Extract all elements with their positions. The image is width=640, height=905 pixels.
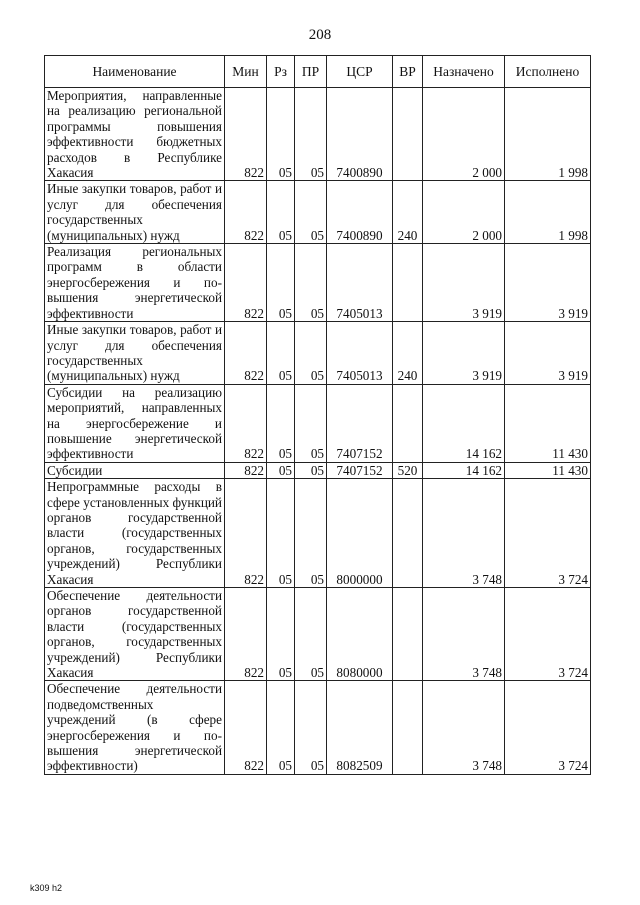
- row-executed: 3 919: [505, 244, 591, 322]
- row-pr: 05: [295, 588, 327, 681]
- row-name: Обеспечение деятельности подведомственных учреждений (в сфере энергосбережения и повышения энергетической эффективности): [45, 681, 225, 774]
- table-row: [45, 181, 591, 244]
- row-vr: 240: [393, 322, 423, 385]
- table-row: [45, 88, 591, 181]
- row-rz: 05: [267, 322, 295, 385]
- row-name: Непрограммные расходы в сфере установленных функций органов государственной власти (государственных органов, государственных учреждений) Республики Хакасия: [45, 479, 225, 588]
- row-rz: 05: [267, 588, 295, 681]
- row-executed: 11 430: [505, 384, 591, 462]
- row-rz: 05: [267, 88, 295, 181]
- table-row: [45, 322, 591, 385]
- row-executed: 3 724: [505, 588, 591, 681]
- table-row: [45, 244, 591, 322]
- row-min: 822: [225, 462, 267, 478]
- row-min: 822: [225, 479, 267, 588]
- row-assigned: 14 162: [423, 384, 505, 462]
- row-name: Субсидии на реализацию мероприятий, направленных на энергосбережение и повышение энергетической эффективности: [45, 384, 225, 462]
- row-pr: 05: [295, 384, 327, 462]
- row-assigned: 2 000: [423, 88, 505, 181]
- row-name: Реализация региональных программ в области энергосбережения и повышения энергетической эффективности: [45, 244, 225, 322]
- row-rz: 05: [267, 462, 295, 478]
- footer-code: k309 h2: [30, 883, 63, 893]
- row-name: Мероприятия, направленные на реализацию региональной программы повышения эффективности бюджетных расходов в Республике Хакасия: [45, 88, 225, 181]
- row-pr: 05: [295, 681, 327, 774]
- row-csr: 8000000: [327, 479, 393, 588]
- row-rz: 05: [267, 181, 295, 244]
- column-header-csr: ЦСР: [327, 56, 393, 88]
- row-vr: [393, 88, 423, 181]
- row-min: 822: [225, 244, 267, 322]
- column-header-vr: ВР: [393, 56, 423, 88]
- row-pr: 05: [295, 479, 327, 588]
- page-number: 208: [308, 27, 332, 43]
- row-csr: 8082509: [327, 681, 393, 774]
- row-csr: 7405013: [327, 244, 393, 322]
- column-header-assigned: Назначено: [423, 56, 505, 88]
- row-vr: [393, 244, 423, 322]
- row-name: Субсидии: [45, 462, 225, 478]
- row-executed: 1 998: [505, 88, 591, 181]
- table-header-row: [45, 56, 591, 88]
- row-rz: 05: [267, 681, 295, 774]
- row-name: Обеспечение деятельности органов государственной власти (государственных органов, государственных учреждений) Республики Хакасия: [45, 588, 225, 681]
- column-header-min: Мин: [225, 56, 267, 88]
- row-assigned: 3 919: [423, 244, 505, 322]
- row-executed: 1 998: [505, 181, 591, 244]
- row-name: Иные закупки товаров, работ и услуг для обеспечения государственных (муниципальных) нужд: [45, 322, 225, 385]
- table-row: [45, 479, 591, 588]
- column-header-executed: Исполнено: [505, 56, 591, 88]
- row-min: 822: [225, 322, 267, 385]
- row-csr: 8080000: [327, 588, 393, 681]
- row-csr: 7405013: [327, 322, 393, 385]
- row-assigned: 14 162: [423, 462, 505, 478]
- row-assigned: 3 748: [423, 479, 505, 588]
- row-executed: 3 919: [505, 322, 591, 385]
- column-header-pr: ПР: [295, 56, 327, 88]
- row-rz: 05: [267, 244, 295, 322]
- row-assigned: 2 000: [423, 181, 505, 244]
- row-rz: 05: [267, 384, 295, 462]
- row-csr: 7407152: [327, 462, 393, 478]
- table-row: [45, 681, 591, 774]
- column-header-name: Наименование: [45, 56, 225, 88]
- row-csr: 7400890: [327, 181, 393, 244]
- budget-table: [44, 55, 591, 775]
- row-min: 822: [225, 88, 267, 181]
- row-pr: 05: [295, 244, 327, 322]
- table-row: [45, 588, 591, 681]
- row-min: 822: [225, 681, 267, 774]
- row-rz: 05: [267, 479, 295, 588]
- row-vr: [393, 681, 423, 774]
- row-vr: [393, 588, 423, 681]
- row-pr: 05: [295, 462, 327, 478]
- row-assigned: 3 748: [423, 588, 505, 681]
- row-name: Иные закупки товаров, работ и услуг для обеспечения государственных (муниципальных) нужд: [45, 181, 225, 244]
- row-csr: 7407152: [327, 384, 393, 462]
- row-vr: 240: [393, 181, 423, 244]
- row-vr: 520: [393, 462, 423, 478]
- row-assigned: 3 919: [423, 322, 505, 385]
- row-assigned: 3 748: [423, 681, 505, 774]
- column-header-rz: Рз: [267, 56, 295, 88]
- row-pr: 05: [295, 181, 327, 244]
- row-pr: 05: [295, 322, 327, 385]
- row-vr: [393, 384, 423, 462]
- row-vr: [393, 479, 423, 588]
- row-executed: 3 724: [505, 681, 591, 774]
- row-executed: 11 430: [505, 462, 591, 478]
- row-min: 822: [225, 181, 267, 244]
- table-row: [45, 384, 591, 462]
- row-pr: 05: [295, 88, 327, 181]
- row-min: 822: [225, 588, 267, 681]
- row-min: 822: [225, 384, 267, 462]
- row-csr: 7400890: [327, 88, 393, 181]
- row-executed: 3 724: [505, 479, 591, 588]
- table-row: [45, 462, 591, 478]
